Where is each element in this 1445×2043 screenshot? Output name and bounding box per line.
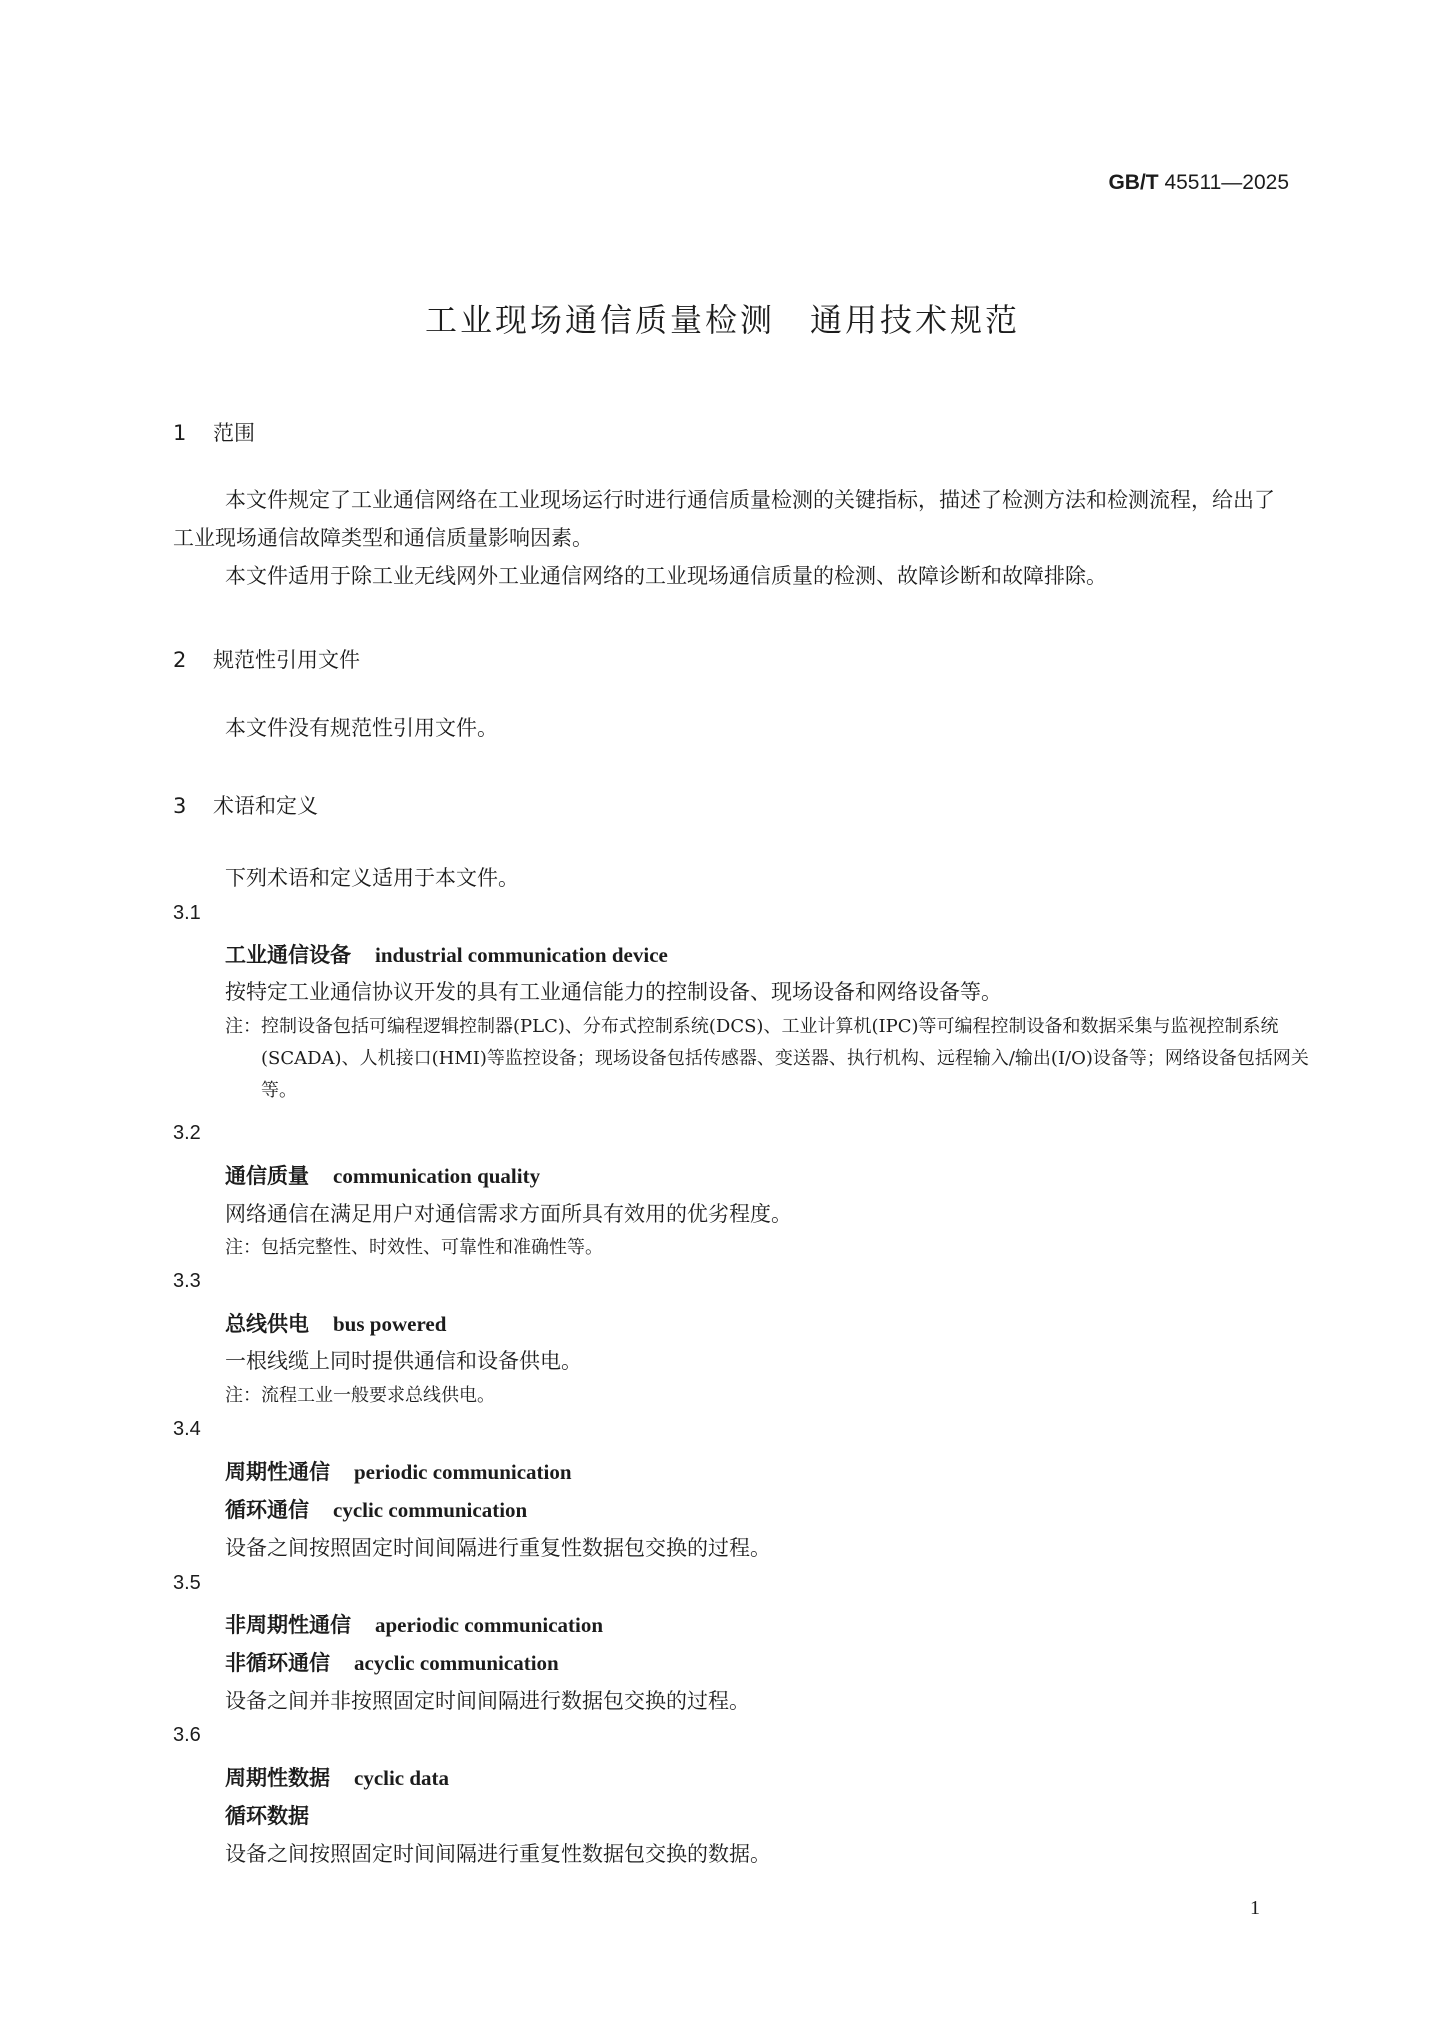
term-3-6-definition: 设备之间按照固定时间间隔进行重复性数据包交换的数据。 [225, 1842, 771, 1866]
term-3-5-number: 3.5 [173, 1572, 201, 1594]
term-3-3-name: 总线供电 bus powered [225, 1311, 447, 1336]
section-1-heading: 1 范围 [173, 421, 255, 445]
term-3-2-definition: 网络通信在满足用户对通信需求方面所具有效用的优劣程度。 [225, 1202, 792, 1226]
term-3-2-note: 注：包括完整性、时效性、可靠性和准确性等。 [225, 1237, 603, 1258]
standard-number: GB/T 45511—2025 [1108, 171, 1289, 194]
term-3-2-number: 3.2 [173, 1122, 201, 1144]
term-3-1-definition: 按特定工业通信协议开发的具有工业通信能力的控制设备、现场设备和网络设备等。 [225, 980, 1002, 1004]
term-3-6-number: 3.6 [173, 1724, 201, 1746]
term-3-5-name: 非周期性通信 aperiodic communication [225, 1612, 604, 1637]
term-3-4-synonym: 循环通信 cyclic communication [225, 1497, 528, 1522]
term-3-4-definition: 设备之间按照固定时间间隔进行重复性数据包交换的过程。 [225, 1536, 771, 1560]
term-3-1-note: 注：控制设备包括可编程逻辑控制器(PLC)、分布式控制系统(DCS)、工业计算机(IPC)等可编程控制设备和数据采集与监视控制系统(SCADA)、人机接口(HMI)等监控设备；现场设备包括传感器、变送器、执行机构、远程输入/输出(I/O)设备等；网络设备包括网关等。 [225, 1016, 1309, 1101]
term-3-2-name: 通信质量 communication quality [225, 1163, 541, 1188]
term-3-6-synonym: 循环数据 [225, 1803, 309, 1828]
term-3-5-definition: 设备之间并非按照固定时间间隔进行数据包交换的过程。 [225, 1689, 750, 1713]
section-3-heading: 3 术语和定义 [173, 794, 318, 818]
term-3-1-name: 工业通信设备 industrial communication device [225, 942, 668, 967]
section-3-paragraph: 下列术语和定义适用于本文件。 [225, 866, 519, 890]
term-3-4-number: 3.4 [173, 1418, 201, 1440]
section-2-paragraph: 本文件没有规范性引用文件。 [225, 716, 498, 740]
term-3-3-number: 3.3 [173, 1270, 201, 1292]
term-3-4-name: 周期性通信 periodic communication [225, 1459, 572, 1484]
section-2-heading: 2 规范性引用文件 [173, 648, 360, 672]
term-3-3-note: 注：流程工业一般要求总线供电。 [225, 1385, 495, 1406]
term-3-3-definition: 一根线缆上同时提供通信和设备供电。 [225, 1349, 582, 1373]
page-number: 1 [1250, 1897, 1260, 1919]
term-3-5-synonym: 非循环通信 acyclic communication [225, 1650, 559, 1675]
section-1-paragraph-2: 本文件适用于除工业无线网外工业通信网络的工业现场通信质量的检测、故障诊断和故障排除。 [225, 564, 1107, 588]
document-title: 工业现场通信质量检测 通用技术规范 [424, 301, 1020, 339]
section-1-paragraph-1: 本文件规定了工业通信网络在工业现场运行时进行通信质量检测的关键指标，描述了检测方法和检测流程，给出了工业现场通信故障类型和通信质量影响因素。 [173, 488, 1275, 550]
term-3-1-number: 3.1 [173, 902, 201, 924]
term-3-6-name: 周期性数据 cyclic data [225, 1765, 450, 1790]
